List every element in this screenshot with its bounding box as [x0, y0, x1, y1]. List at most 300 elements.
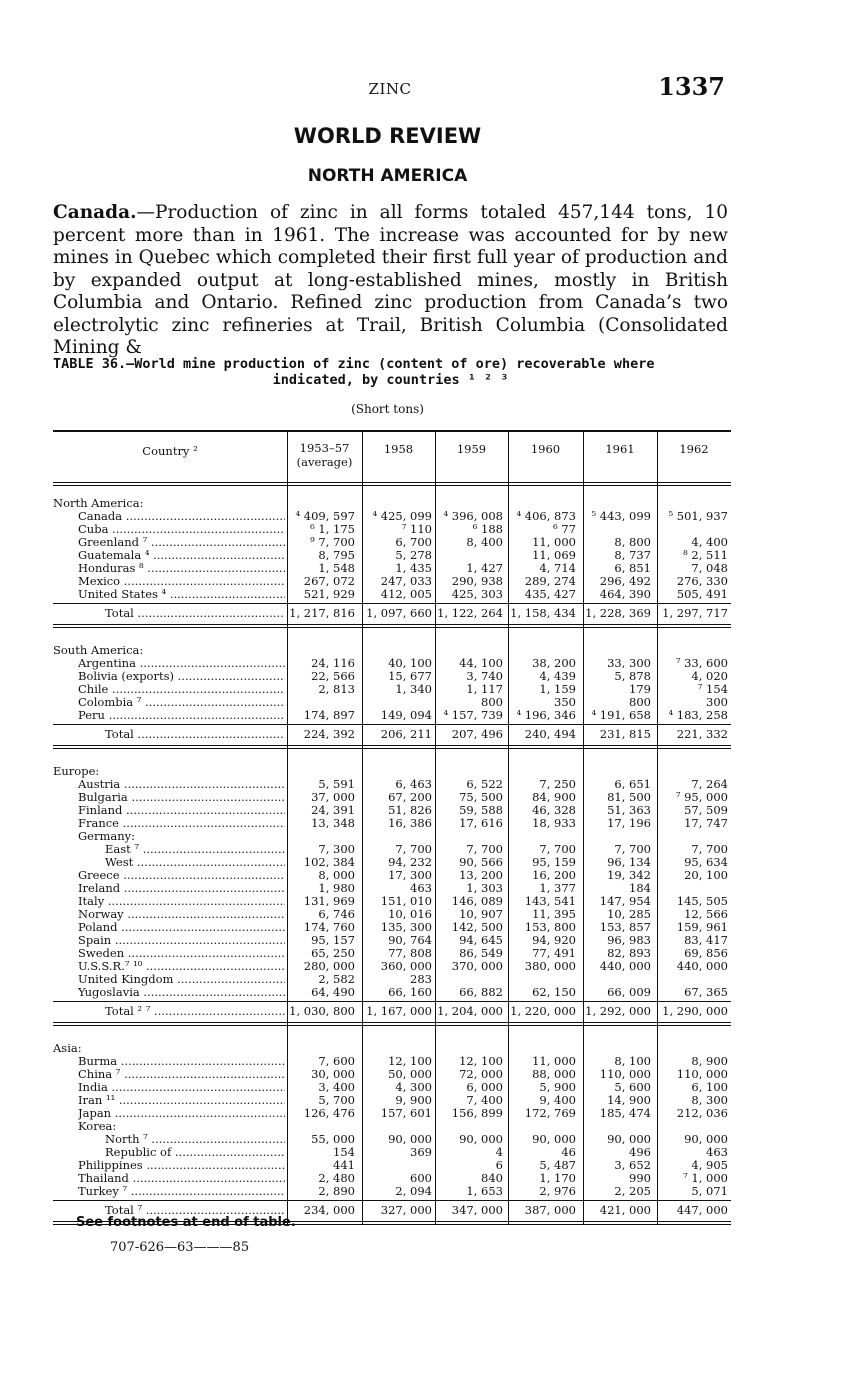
row-label: Bulgaria .....	[78, 791, 285, 804]
row-label: Chile .....	[78, 683, 285, 696]
total-bottom-rule	[53, 624, 731, 625]
row-label: West .....	[105, 856, 285, 869]
table-total-row	[53, 1005, 731, 1018]
cell-value: 17, 196	[607, 816, 651, 830]
total-bottom-rule-2	[53, 748, 731, 749]
cell-value: 8, 795	[318, 548, 355, 562]
cell-value: 1, 158, 434	[510, 606, 576, 620]
cell-value: 5, 700	[318, 1093, 355, 1107]
cell-value: 44, 100	[459, 656, 503, 670]
cell-value: 1, 377	[539, 881, 576, 895]
cell-value: 10, 016	[388, 907, 432, 921]
cell-value: 185, 474	[599, 1106, 651, 1120]
cell-value: 5, 591	[318, 777, 355, 791]
cell-value: 1, 170	[539, 1171, 576, 1185]
cell-value: ⁴ 191, 658	[591, 708, 651, 722]
cell-value: 8, 100	[614, 1054, 651, 1068]
row-label: Greenland ⁷ .....	[78, 536, 285, 549]
cell-value: 7, 250	[539, 777, 576, 791]
cell-value: 24, 391	[311, 803, 355, 817]
cell-value: 8, 300	[691, 1093, 728, 1107]
paragraph-lead: Canada.	[53, 202, 137, 223]
row-label: Yugoslavia .....	[78, 986, 285, 999]
cell-value: ⁴ 406, 873	[516, 509, 576, 523]
cell-value: 440, 000	[676, 959, 728, 973]
cell-value: 8, 737	[614, 548, 651, 562]
cell-value: 13, 348	[311, 816, 355, 830]
cell-value: 8, 000	[318, 868, 355, 882]
column-rule	[508, 430, 509, 1224]
cell-value: 67, 200	[388, 790, 432, 804]
cell-value: ⁴ 196, 346	[516, 708, 576, 722]
cell-value: 380, 000	[524, 959, 576, 973]
cell-value: 94, 920	[532, 933, 576, 947]
cell-value: 7, 400	[466, 1093, 503, 1107]
column-rule	[657, 430, 658, 1224]
table-row	[53, 510, 731, 523]
cell-value: 19, 342	[607, 868, 651, 882]
cell-value: 90, 000	[607, 1132, 651, 1146]
cell-value: 7, 600	[318, 1054, 355, 1068]
cell-value: 57, 509	[684, 803, 728, 817]
cell-value: ⁴ 409, 597	[295, 509, 355, 523]
row-label: North ⁷ .....	[105, 1133, 285, 1146]
row-label: Turkey ⁷ .....	[78, 1185, 285, 1198]
row-label: Austria .....	[78, 778, 285, 791]
cell-value: 463	[706, 1145, 728, 1159]
cell-value: 600	[410, 1171, 432, 1185]
cell-value: 6, 700	[395, 535, 432, 549]
cell-value: 2, 205	[614, 1184, 651, 1198]
row-label: Total ⁷ .....	[105, 1204, 285, 1217]
total-rule	[53, 724, 731, 725]
cell-value: 2, 976	[539, 1184, 576, 1198]
running-title: ZINC	[368, 80, 412, 98]
cell-value: 95, 634	[684, 855, 728, 869]
cell-value: 1, 297, 717	[662, 606, 728, 620]
cell-value: 1, 228, 369	[585, 606, 651, 620]
cell-value: 151, 010	[380, 894, 432, 908]
row-label: Total ² ⁷ .....	[105, 1005, 285, 1018]
cell-value: 1, 548	[318, 561, 355, 575]
cell-value: 55, 000	[311, 1132, 355, 1146]
cell-value: 7, 700	[614, 842, 651, 856]
cell-value: 7, 700	[395, 842, 432, 856]
cell-value: 5, 878	[614, 669, 651, 683]
column-rule	[435, 430, 436, 1224]
cell-value: 131, 969	[303, 894, 355, 908]
cell-value: 153, 800	[524, 920, 576, 934]
cell-value: 7, 700	[466, 842, 503, 856]
cell-value: 62, 150	[532, 985, 576, 999]
cell-value: 360, 000	[380, 959, 432, 973]
table-total-row	[53, 728, 731, 741]
cell-value: 154	[333, 1145, 355, 1159]
column-header: 1962	[679, 442, 709, 456]
cell-value: 156, 899	[451, 1106, 503, 1120]
cell-value: 65, 250	[311, 946, 355, 960]
cell-value: 145, 505	[676, 894, 728, 908]
cell-value: 77, 808	[388, 946, 432, 960]
cell-value: ⁴ 183, 258	[668, 708, 728, 722]
row-label: Burma .....	[78, 1055, 285, 1068]
cell-value: 300	[706, 695, 728, 709]
row-label: Ireland .....	[78, 882, 285, 895]
row-label: Norway .....	[78, 908, 285, 921]
column-header: 1961	[605, 442, 635, 456]
cell-value: 7, 700	[539, 842, 576, 856]
cell-value: 86, 549	[459, 946, 503, 960]
cell-value: 425, 303	[451, 587, 503, 601]
cell-value: 95, 157	[311, 933, 355, 947]
cell-value: 30, 000	[311, 1067, 355, 1081]
cell-value: 447, 000	[676, 1203, 728, 1217]
cell-value: 24, 116	[311, 656, 355, 670]
cell-value: ⁶ 77	[553, 522, 576, 536]
cell-value: 1, 303	[466, 881, 503, 895]
total-rule	[53, 1200, 731, 1201]
table-row	[53, 709, 731, 722]
cell-value: ⁹ 7, 700	[310, 535, 355, 549]
cell-value: 110, 000	[599, 1067, 651, 1081]
cell-value: 370, 000	[451, 959, 503, 973]
cell-value: 59, 588	[459, 803, 503, 817]
cell-value: 6, 851	[614, 561, 651, 575]
cell-value: 51, 826	[388, 803, 432, 817]
cell-value: 234, 000	[303, 1203, 355, 1217]
cell-value: 800	[629, 695, 651, 709]
cell-value: 1, 435	[395, 561, 432, 575]
cell-value: 2, 890	[318, 1184, 355, 1198]
row-label: Korea:	[78, 1120, 117, 1133]
cell-value: 267, 072	[303, 574, 355, 588]
row-label: Total .....	[105, 607, 285, 620]
cell-value: 94, 232	[388, 855, 432, 869]
cell-value: 5, 600	[614, 1080, 651, 1094]
cell-value: 231, 815	[599, 727, 651, 741]
cell-value: 1, 220, 000	[510, 1004, 576, 1018]
cell-value: ⁷ 1, 000	[683, 1171, 728, 1185]
cell-value: 5, 900	[539, 1080, 576, 1094]
cell-value: 1, 292, 000	[585, 1004, 651, 1018]
cell-value: 421, 000	[599, 1203, 651, 1217]
row-label: Poland .....	[78, 921, 285, 934]
cell-value: 4, 400	[691, 535, 728, 549]
cell-value: 8, 400	[466, 535, 503, 549]
cell-value: 3, 400	[318, 1080, 355, 1094]
row-label: Honduras ⁸ .....	[78, 562, 285, 575]
cell-value: 5, 487	[539, 1158, 576, 1172]
cell-value: 4, 020	[691, 669, 728, 683]
cell-value: 4, 300	[395, 1080, 432, 1094]
cell-value: 387, 000	[524, 1203, 576, 1217]
cell-value: 66, 882	[459, 985, 503, 999]
cell-value: 179	[629, 682, 651, 696]
row-label: East ⁷ .....	[105, 843, 285, 856]
cell-value: 75, 500	[459, 790, 503, 804]
cell-value: 7, 264	[691, 777, 728, 791]
cell-value: 435, 427	[524, 587, 576, 601]
cell-value: 146, 089	[451, 894, 503, 908]
table-row	[53, 1185, 731, 1198]
cell-value: 37, 000	[311, 790, 355, 804]
cell-value: 521, 929	[303, 587, 355, 601]
cell-value: 1, 340	[395, 682, 432, 696]
table-header-rule-2	[53, 485, 731, 486]
row-label: Europe:	[53, 765, 100, 778]
table-caption	[53, 356, 728, 388]
cell-value: 6, 000	[466, 1080, 503, 1094]
cell-value: 96, 134	[607, 855, 651, 869]
cell-value: 224, 392	[303, 727, 355, 741]
cell-value: 95, 159	[532, 855, 576, 869]
cell-value: 142, 500	[451, 920, 503, 934]
cell-value: 66, 160	[388, 985, 432, 999]
cell-value: 11, 395	[532, 907, 576, 921]
row-label: Finland .....	[78, 804, 285, 817]
cell-value: 8, 900	[691, 1054, 728, 1068]
cell-value: 1, 290, 000	[662, 1004, 728, 1018]
row-label: United Kingdom .....	[78, 973, 285, 986]
table-units: (Short tons)	[351, 402, 424, 416]
row-label: Philippines .....	[78, 1159, 285, 1172]
cell-value: 296, 492	[599, 574, 651, 588]
row-label: South America:	[53, 644, 144, 657]
cell-value: 1, 167, 000	[366, 1004, 432, 1018]
cell-value: 3, 652	[614, 1158, 651, 1172]
row-label: Greece .....	[78, 869, 285, 882]
cell-value: 38, 200	[532, 656, 576, 670]
page-number: 1337	[658, 72, 725, 101]
row-label: Guatemala ⁴ .....	[78, 549, 285, 562]
cell-value: 276, 330	[676, 574, 728, 588]
cell-value: 2, 582	[318, 972, 355, 986]
total-bottom-rule-2	[53, 627, 731, 628]
cell-value: 64, 490	[311, 985, 355, 999]
cell-value: 990	[629, 1171, 651, 1185]
row-label: U.S.S.R.⁷ ¹⁰ .....	[78, 960, 285, 973]
cell-value: 159, 961	[676, 920, 728, 934]
cell-value: 5, 278	[395, 548, 432, 562]
cell-value: 102, 384	[303, 855, 355, 869]
column-header: 1960	[530, 442, 561, 456]
cell-value: 412, 005	[380, 587, 432, 601]
cell-value: 17, 616	[459, 816, 503, 830]
cell-value: 81, 500	[607, 790, 651, 804]
cell-value: 143, 541	[524, 894, 576, 908]
cell-value: 82, 893	[607, 946, 651, 960]
cell-value: 12, 100	[459, 1054, 503, 1068]
cell-value: 18, 933	[532, 816, 576, 830]
cell-value: 11, 000	[532, 535, 576, 549]
cell-value: 12, 566	[684, 907, 728, 921]
cell-value: 206, 211	[380, 727, 432, 741]
total-rule	[53, 603, 731, 604]
cell-value: 247, 033	[380, 574, 432, 588]
cell-value: 496	[629, 1145, 651, 1159]
row-label: Japan .....	[78, 1107, 285, 1120]
cell-value: 4, 905	[691, 1158, 728, 1172]
row-label: Sweden .....	[78, 947, 285, 960]
table-header-rule	[53, 482, 731, 483]
cell-value: 184	[629, 881, 651, 895]
body-paragraph	[53, 202, 728, 360]
cell-value: 66, 009	[607, 985, 651, 999]
total-bottom-rule	[53, 1022, 731, 1023]
cell-value: 90, 566	[459, 855, 503, 869]
row-label: Republic of .....	[105, 1146, 285, 1159]
cell-value: 46, 328	[532, 803, 576, 817]
row-label: North America:	[53, 497, 144, 510]
cell-value: ⁵ 501, 937	[668, 509, 728, 523]
section-title: WORLD REVIEW	[293, 124, 482, 148]
row-label: United States ⁴ .....	[78, 588, 285, 601]
cell-value: 84, 900	[532, 790, 576, 804]
cell-value: ⁷ 33, 600	[675, 656, 728, 670]
column-rule	[362, 430, 363, 1224]
row-label: China ⁷ .....	[78, 1068, 285, 1081]
row-label: Germany:	[78, 830, 136, 843]
cell-value: 441	[333, 1158, 355, 1172]
cell-value: ⁸ 2, 511	[683, 548, 728, 562]
cell-value: 72, 000	[459, 1067, 503, 1081]
cell-value: 1, 980	[318, 881, 355, 895]
row-label: Total .....	[105, 728, 285, 741]
cell-value: 67, 365	[684, 985, 728, 999]
cell-value: 9, 400	[539, 1093, 576, 1107]
cell-value: 10, 285	[607, 907, 651, 921]
cell-value: ⁴ 425, 099	[372, 509, 432, 523]
row-label: Bolivia (exports) .....	[78, 670, 285, 683]
column-header: 1959	[456, 442, 487, 456]
row-label: France .....	[78, 817, 285, 830]
cell-value: 2, 480	[318, 1171, 355, 1185]
cell-value: 1, 217, 816	[289, 606, 355, 620]
row-label: Argentina .....	[78, 657, 285, 670]
cell-value: 240, 494	[524, 727, 576, 741]
row-label: Italy .....	[78, 895, 285, 908]
table-row	[53, 986, 731, 999]
cell-value: 90, 000	[684, 1132, 728, 1146]
cell-value: 88, 000	[532, 1067, 576, 1081]
cell-value: 6, 522	[466, 777, 503, 791]
cell-value: 800	[481, 695, 503, 709]
cell-value: 50, 000	[388, 1067, 432, 1081]
total-rule	[53, 1001, 731, 1002]
cell-value: 16, 200	[532, 868, 576, 882]
cell-value: 126, 476	[303, 1106, 355, 1120]
cell-value: 4, 439	[539, 669, 576, 683]
cell-value: 1, 030, 800	[289, 1004, 355, 1018]
column-header: 1953–57 (average)	[296, 441, 353, 469]
cell-value: 6, 651	[614, 777, 651, 791]
cell-value: 96, 983	[607, 933, 651, 947]
cell-value: 157, 601	[380, 1106, 432, 1120]
cell-value: 94, 645	[459, 933, 503, 947]
cell-value: 1, 427	[466, 561, 503, 575]
cell-value: 1, 097, 660	[366, 606, 432, 620]
table-row	[53, 588, 731, 601]
cell-value: 153, 857	[599, 920, 651, 934]
cell-value: ⁷ 154	[697, 682, 728, 696]
cell-value: 280, 000	[303, 959, 355, 973]
table-row	[53, 960, 731, 973]
cell-value: 90, 000	[532, 1132, 576, 1146]
cell-value: 4	[495, 1145, 503, 1159]
cell-value: 20, 100	[684, 868, 728, 882]
cell-value: 1, 159	[539, 682, 576, 696]
cell-value: 6, 463	[395, 777, 432, 791]
column-rule	[287, 430, 288, 1224]
paragraph-text: —Production of zinc in all forms totaled 457,144 tons, 10 percent more than in 1961. The increase was accounted for by new mines in Quebec which completed their first full year of production and by expanded output at long-established mines, mostly in British Columbia and Ontario. Refined zinc production from Canada’s two electrolytic zinc refineries at Trail, British Columbia (Consolidated Mining &	[53, 202, 728, 358]
cell-value: 174, 760	[303, 920, 355, 934]
row-label: Thailand .....	[78, 1172, 285, 1185]
cell-value: 212, 036	[676, 1106, 728, 1120]
cell-value: 289, 274	[524, 574, 576, 588]
total-bottom-rule-2	[53, 1025, 731, 1026]
cell-value: 172, 769	[524, 1106, 576, 1120]
cell-value: ⁵ 443, 099	[591, 509, 651, 523]
cell-value: 347, 000	[451, 1203, 503, 1217]
cell-value: 10, 907	[459, 907, 503, 921]
footnote-reference: See footnotes at end of table.	[76, 1215, 296, 1230]
row-label: Colombia ⁷ .....	[78, 696, 285, 709]
cell-value: 6, 746	[318, 907, 355, 921]
cell-value: 2, 813	[318, 682, 355, 696]
cell-value: 90, 000	[459, 1132, 503, 1146]
column-rule	[583, 430, 584, 1224]
cell-value: 1, 122, 264	[437, 606, 503, 620]
cell-value: 11, 000	[532, 1054, 576, 1068]
cell-value: ⁴ 157, 739	[443, 708, 503, 722]
table-row	[53, 817, 731, 830]
section-subtitle: NORTH AMERICA	[307, 166, 468, 186]
cell-value: 350	[554, 695, 576, 709]
cell-value: 33, 300	[607, 656, 651, 670]
row-label: Asia:	[53, 1042, 82, 1055]
cell-value: 283	[410, 972, 432, 986]
cell-value: 2, 094	[395, 1184, 432, 1198]
cell-value: 8, 800	[614, 535, 651, 549]
cell-value: 463	[410, 881, 432, 895]
cell-value: 135, 300	[380, 920, 432, 934]
cell-value: 90, 000	[388, 1132, 432, 1146]
cell-value: 40, 100	[388, 656, 432, 670]
cell-value: 149, 094	[380, 708, 432, 722]
cell-value: 6	[495, 1158, 503, 1172]
cell-value: 4, 714	[539, 561, 576, 575]
row-label: Iran ¹¹ .....	[78, 1094, 285, 1107]
cell-value: 83, 417	[684, 933, 728, 947]
table-row	[53, 1107, 731, 1120]
cell-value: 290, 938	[451, 574, 503, 588]
row-label: India .....	[78, 1081, 285, 1094]
cell-value: 7, 700	[691, 842, 728, 856]
cell-value: 77, 491	[532, 946, 576, 960]
cell-value: 7, 048	[691, 561, 728, 575]
cell-value: 17, 747	[684, 816, 728, 830]
cell-value: 110, 000	[676, 1067, 728, 1081]
cell-value: ⁷ 95, 000	[675, 790, 728, 804]
cell-value: 22, 566	[311, 669, 355, 683]
cell-value: 327, 000	[380, 1203, 432, 1217]
cell-value: 17, 300	[388, 868, 432, 882]
cell-value: 207, 496	[451, 727, 503, 741]
cell-value: 1, 204, 000	[437, 1004, 503, 1018]
cell-value: ⁶ 1, 175	[310, 522, 355, 536]
cell-value: 464, 390	[599, 587, 651, 601]
cell-value: 11, 069	[532, 548, 576, 562]
